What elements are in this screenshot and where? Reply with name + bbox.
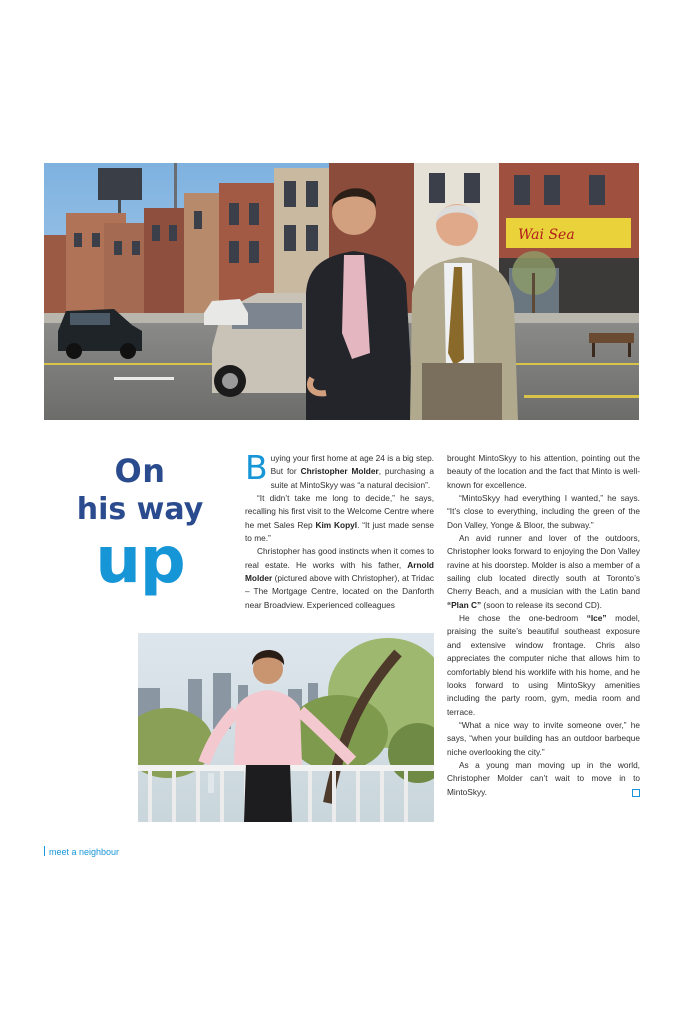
article-paragraph (245, 448, 435, 492)
article-paragraph (447, 759, 640, 799)
text-run: Christopher has good instincts when it comes to real estate. He works with his father, (245, 546, 434, 570)
bold-name: Arnold Molder (245, 559, 434, 584)
text-run: “What a nice way to invite someone over,” he says, “when your building has an outdoor barbeque niche overlooking the city.” (447, 719, 640, 757)
article-paragraph (245, 492, 434, 545)
section-footer (44, 846, 119, 857)
text-run: “MintoSkyy had everything I wanted,” he says. “It’s close to everything, including the green of the Don Valley, Yonge & Bloor, the subway.” (447, 493, 640, 530)
article-paragraph (447, 452, 640, 492)
bold-name: “Plan C” (447, 599, 482, 610)
article-column-2 (447, 452, 640, 799)
end-of-article-icon (632, 789, 640, 797)
text-run: He chose the one-bedroom (459, 613, 587, 624)
bold-name: Christopher Molder (300, 466, 379, 477)
article-column-1 (245, 448, 435, 612)
bold-name: Kim Kopyl (315, 519, 358, 530)
drop-cap: B (245, 448, 268, 487)
text-run: (pictured above with Christopher), at Tridac – The Mortgage Centre, located on the Danforth near Broadview. Experienced colleagues (245, 573, 434, 610)
text-run: , purchasing a suite at MintoSkyy was “a natural decision”. (270, 466, 435, 490)
article-paragraph (245, 545, 434, 612)
balcony-photo (138, 633, 434, 822)
shop-sign: Wai Sea (518, 227, 575, 243)
text-run: An avid runner and lover of the outdoors, Christopher looks forward to enjoying the Don Valley ravine at his doorstep. Molder is also a member of a sailing club located directly south at Toronto’s Cherry Beach, and a musician with the Latin band (447, 533, 640, 597)
article-paragraph (447, 492, 640, 532)
text-run: uying your first home at age 24 is a big step. But for (270, 453, 434, 477)
text-run: model, praising the suite’s beautiful southeast exposure and extensive window frontage. Chris also appreciates the computer niche that allows him to comfortably blend his worklife with his home, and he looks forward to using MintoSkyy amenities including the party room, gym, media room and terrace. (447, 613, 640, 717)
headline-line-3: up (95, 524, 185, 598)
text-run: brought MintoSkyy to his attention, pointing out the beauty of the location and the fact that Minto is well-known for excellence. (447, 453, 640, 490)
section-label: meet a neighbour (49, 847, 120, 857)
text-run: (soon to release its second CD). (481, 599, 602, 610)
text-run: As a young man moving up in the world, Christopher Molder can’t wait to move in to MintoSkyy. (447, 759, 640, 797)
text-run: . “It just made sense to me.” (245, 519, 434, 544)
footer-divider (44, 846, 45, 856)
headline-line-1: On (114, 452, 166, 490)
headline-line-2: his way (76, 492, 204, 527)
article-paragraph (447, 532, 640, 612)
article-paragraph (447, 612, 640, 719)
street-photo (44, 163, 639, 420)
article-paragraph (447, 719, 640, 759)
bold-name: “Ice” (586, 613, 607, 624)
text-run: “It didn’t take me long to decide,” he says, recalling his first visit to the Welcome Centre where he met Sales Rep (245, 493, 434, 530)
